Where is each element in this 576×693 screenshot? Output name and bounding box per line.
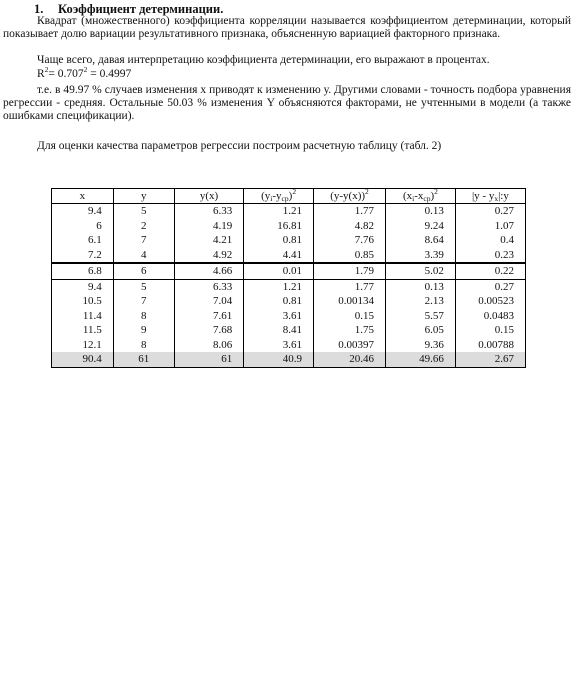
table-cell: 10.5 xyxy=(52,294,114,309)
section-title: Коэффициент детерминации. xyxy=(58,2,224,16)
table-cell: 9.36 xyxy=(386,338,456,353)
table-cell: 5.02 xyxy=(386,263,456,279)
table-cell: 2.13 xyxy=(386,294,456,309)
table-row xyxy=(52,204,526,219)
table-cell: 5.57 xyxy=(386,309,456,324)
calculation-table xyxy=(51,188,526,368)
table-cell: 7 xyxy=(113,294,174,309)
paragraph-interpretation: Чаще всего, давая интерпретацию коэффициента детерминации, его выражают в процентах. xyxy=(37,54,490,66)
table-row xyxy=(52,323,526,338)
table-cell: 0.4 xyxy=(455,233,525,248)
table-cell: 4.21 xyxy=(174,233,243,248)
formula-value-exponent: 2 xyxy=(83,65,88,74)
table-cell: 6 xyxy=(52,219,114,234)
table-cell: 1.75 xyxy=(313,323,385,338)
table-cell: 0.0483 xyxy=(455,309,525,324)
table-cell: 2 xyxy=(113,219,174,234)
table-cell: 0.00134 xyxy=(313,294,385,309)
total-cell: 61 xyxy=(113,352,174,367)
table-cell: 0.81 xyxy=(244,294,314,309)
table-cell: 6.8 xyxy=(52,263,114,279)
table-cell: 8 xyxy=(113,309,174,324)
table-cell: 6.33 xyxy=(174,204,243,219)
table-cell: 12.1 xyxy=(52,338,114,353)
total-cell: 40.9 xyxy=(244,352,314,367)
table-cell: 0.13 xyxy=(386,204,456,219)
header-x: x xyxy=(52,189,114,204)
section-number: 1. xyxy=(34,2,44,16)
table-cell: 0.22 xyxy=(455,263,525,279)
table-cell: 6 xyxy=(113,263,174,279)
table-cell: 3.39 xyxy=(386,248,456,264)
table-cell: 6.05 xyxy=(386,323,456,338)
table-cell: 3.61 xyxy=(244,338,314,353)
table-cell: 0.15 xyxy=(455,323,525,338)
table-cell: 0.85 xyxy=(313,248,385,264)
table-cell: 9.4 xyxy=(52,204,114,219)
table-cell: 5 xyxy=(113,279,174,294)
table-row xyxy=(52,219,526,234)
paragraph-table-intro: Для оценки качества параметров регрессии построим расчетную таблицу (табл. 2) xyxy=(37,140,442,152)
formula-value: = 0.707 xyxy=(48,68,84,80)
total-cell: 90.4 xyxy=(52,352,114,367)
total-cell: 61 xyxy=(174,352,243,367)
table-total-row xyxy=(52,352,526,367)
table-cell: 0.00397 xyxy=(313,338,385,353)
header-residual-squared: $(y-y(x))^2$ xyxy=(313,189,385,204)
formula-lhs: R xyxy=(37,68,45,80)
table-cell: 6.1 xyxy=(52,233,114,248)
table-cell: 1.77 xyxy=(313,204,385,219)
table-cell: 6.33 xyxy=(174,279,243,294)
table-row xyxy=(52,233,526,248)
table-cell: 1.21 xyxy=(244,204,314,219)
determination-formula xyxy=(37,65,132,80)
table-cell: 4.92 xyxy=(174,248,243,264)
table-cell: 7.76 xyxy=(313,233,385,248)
paragraph-conclusion-text: т.е. в 49.97 % случаев изменения х приводят к изменению у. Другими словами - точность подбора уравнения регрессии - средняя. Остальные 50.03 % изменения Y объясняются факторами, не учтенными в модели (а также ошибками спецификации). xyxy=(3,84,571,123)
table-cell: 1.77 xyxy=(313,279,385,294)
table-cell: 0.13 xyxy=(386,279,456,294)
table-cell: 7.2 xyxy=(52,248,114,264)
table-row xyxy=(52,248,526,264)
table-row xyxy=(52,338,526,353)
table-cell: 4.19 xyxy=(174,219,243,234)
table-cell: 9 xyxy=(113,323,174,338)
table-cell: 4 xyxy=(113,248,174,264)
table-cell: 1.21 xyxy=(244,279,314,294)
table-row xyxy=(52,263,526,279)
header-relative-error: $|y - y_x|:y$ xyxy=(455,189,525,204)
table-row xyxy=(52,279,526,294)
table-cell: 4.66 xyxy=(174,263,243,279)
table-cell: 7.61 xyxy=(174,309,243,324)
table-cell: 7 xyxy=(113,233,174,248)
table-cell: 0.00788 xyxy=(455,338,525,353)
table-cell: 8 xyxy=(113,338,174,353)
table-cell: 0.27 xyxy=(455,204,525,219)
table-cell: 8.41 xyxy=(244,323,314,338)
table-cell: 9.24 xyxy=(386,219,456,234)
table-cell: 7.68 xyxy=(174,323,243,338)
table-cell: 8.64 xyxy=(386,233,456,248)
table-cell: 0.27 xyxy=(455,279,525,294)
total-cell: 20.46 xyxy=(313,352,385,367)
table-cell: 5 xyxy=(113,204,174,219)
formula-lhs-exponent: 2 xyxy=(44,65,49,74)
total-cell: 2.67 xyxy=(455,352,525,367)
header-y: y xyxy=(113,189,174,204)
paragraph-conclusion xyxy=(3,84,571,124)
table-cell: 3.61 xyxy=(244,309,314,324)
table-cell: 4.82 xyxy=(313,219,385,234)
table-cell: 0.00523 xyxy=(455,294,525,309)
header-y-deviation-squared: $(y_i-y_{cp})^2$ xyxy=(244,189,314,204)
header-x-deviation-squared: $(x_i-x_{cp})^2$ xyxy=(386,189,456,204)
formula-result: = 0.4997 xyxy=(87,68,132,80)
table-cell: 0.01 xyxy=(244,263,314,279)
table-header-row xyxy=(52,189,526,204)
table-cell: 0.23 xyxy=(455,248,525,264)
table-cell: 11.4 xyxy=(52,309,114,324)
header-y-of-x: y(x) xyxy=(174,189,243,204)
table-row xyxy=(52,294,526,309)
table-cell: 1.79 xyxy=(313,263,385,279)
table-cell: 9.4 xyxy=(52,279,114,294)
table-row xyxy=(52,309,526,324)
table-cell: 8.06 xyxy=(174,338,243,353)
table-cell: 0.15 xyxy=(313,309,385,324)
table-cell: 7.04 xyxy=(174,294,243,309)
table-cell: 16.81 xyxy=(244,219,314,234)
paragraph-definition xyxy=(3,15,571,41)
table-cell: 1.07 xyxy=(455,219,525,234)
total-cell: 49.66 xyxy=(386,352,456,367)
table-cell: 4.41 xyxy=(244,248,314,264)
table-cell: 0.81 xyxy=(244,233,314,248)
paragraph-definition-text: Квадрат (множественного) коэффициента корреляции называется коэффициентом детерминации, который показывает долю вариации результативного признака, объясненную вариацией факторного признака. xyxy=(3,15,571,41)
table-cell: 11.5 xyxy=(52,323,114,338)
